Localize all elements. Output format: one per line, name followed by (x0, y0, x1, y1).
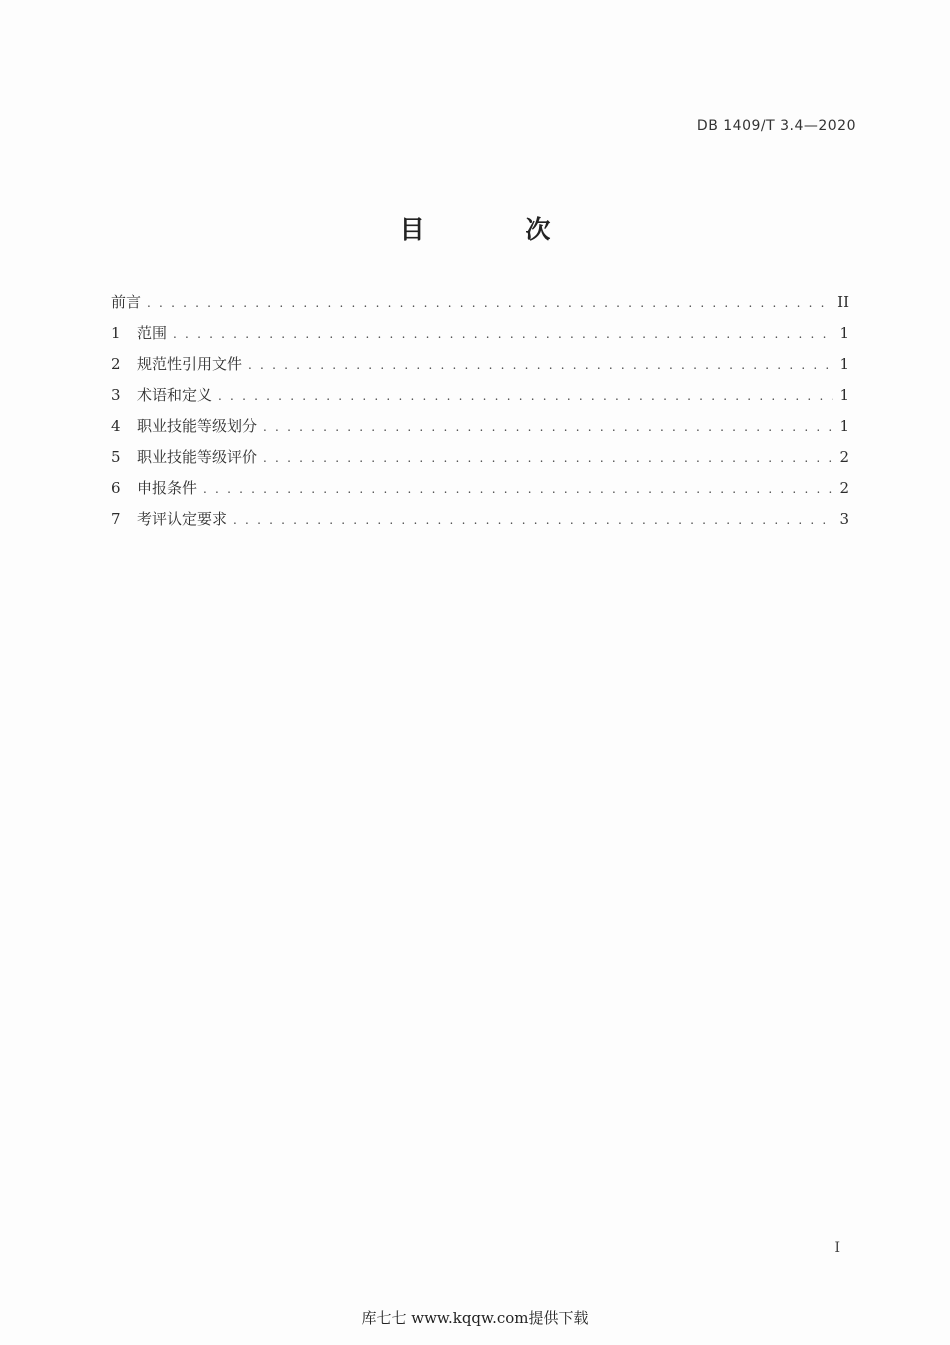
toc-entry-label: 范围 (137, 324, 168, 342)
toc-entry-number: 5 (111, 448, 121, 466)
download-source-note: 库七七 www.kqqw.com提供下载 (361, 1309, 589, 1327)
toc-leader-dots (248, 358, 833, 372)
page-number: I (834, 1240, 840, 1256)
toc-entry-skill-evaluation[interactable] (111, 446, 849, 477)
toc-entry-number: 4 (111, 417, 121, 435)
toc-entry-number: 7 (111, 510, 121, 528)
toc-entry-label: 职业技能等级评价 (137, 448, 258, 466)
toc-leader-dots (263, 420, 833, 434)
toc-leader-dots (233, 513, 833, 527)
toc-entry-label: 考评认定要求 (137, 510, 228, 528)
toc-leader-dots (147, 296, 831, 310)
toc-entry-page: 1 (839, 324, 849, 342)
toc-entry-normative-references[interactable] (111, 353, 849, 384)
page-title: 目 次 (399, 215, 597, 244)
toc-entry-foreword[interactable] (111, 291, 849, 322)
toc-entry-page: 1 (839, 355, 849, 373)
toc-entry-number: 2 (111, 355, 121, 373)
toc-entry-skill-levels[interactable] (111, 415, 849, 446)
toc-entry-label: 规范性引用文件 (137, 355, 243, 373)
toc-entry-page: 1 (839, 417, 849, 435)
toc-entry-application-conditions[interactable] (111, 477, 849, 508)
toc-entry-terms-definitions[interactable] (111, 384, 849, 415)
toc-leader-dots (173, 327, 833, 341)
toc-entry-page: 2 (839, 479, 849, 497)
toc-entry-assessment-requirements[interactable] (111, 508, 849, 539)
toc-entry-number: 3 (111, 386, 121, 404)
toc-entry-number: 1 (111, 324, 121, 342)
toc-entry-page: 2 (839, 448, 849, 466)
toc-leader-dots (218, 389, 833, 403)
toc-entry-label: 术语和定义 (137, 386, 213, 404)
toc-entry-label: 职业技能等级划分 (137, 417, 258, 435)
toc-entry-number: 6 (111, 479, 121, 497)
toc-entry-page: 1 (839, 386, 849, 404)
toc-entry-label: 前言 (111, 293, 142, 311)
toc-leader-dots (263, 451, 833, 465)
toc-entry-label: 申报条件 (137, 479, 198, 497)
toc-entry-page: II (837, 293, 849, 311)
toc-entry-scope[interactable] (111, 322, 849, 353)
toc-leader-dots (203, 482, 833, 496)
toc-entry-page: 3 (839, 510, 849, 528)
document-code: DB 1409/T 3.4—2020 (696, 118, 856, 134)
table-of-contents (111, 291, 849, 539)
